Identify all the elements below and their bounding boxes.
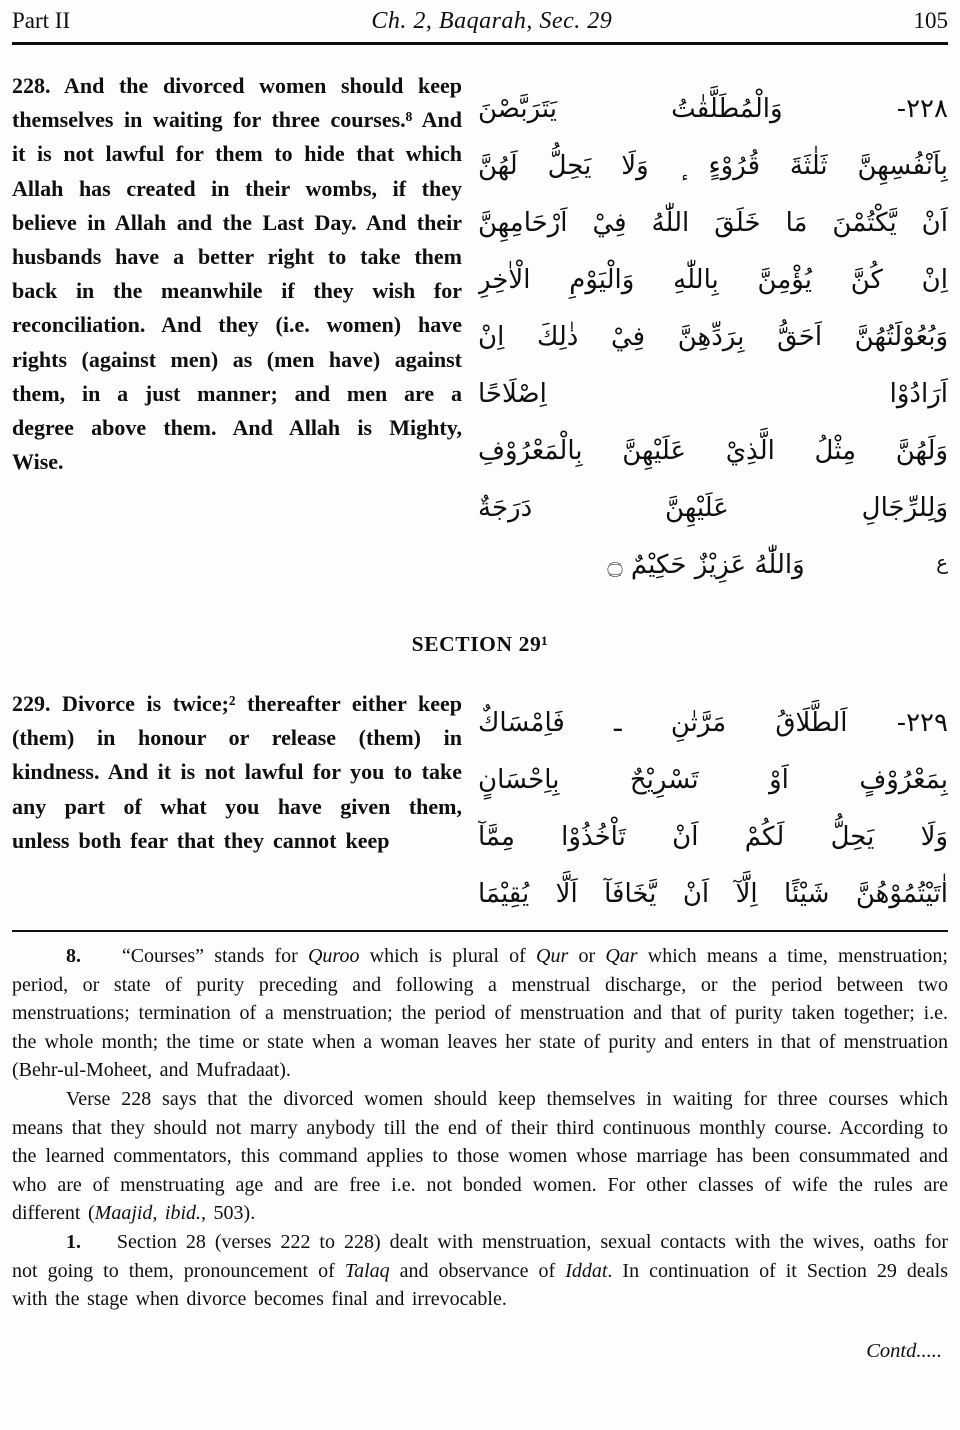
arabic-line: بِمَعْرُوْفٍ اَوْ تَسْرِيْحٌ بِاِحْسَانٍ <box>478 765 948 795</box>
arabic-line: وَلَهُنَّ مِثْلُ الَّذِيْ عَلَيْهِنَّ بِالْمَعْرُوْفِ <box>478 436 948 466</box>
verse-228-row <box>12 69 948 594</box>
arabic-line: اٰتَيْتُمُوْهُنَّ شَيْئًا اِلَّآ اَنْ يَّخَافَآ اَلَّا يُقِيْمَا <box>478 879 948 909</box>
arabic-line: بِاَنْفُسِهِنَّ ثَلٰثَةَ قُرُوْءٍ ٕ وَلَا يَحِلُّ لَهُنَّ <box>478 151 948 181</box>
ruku-marker: ع <box>936 549 948 574</box>
section-heading: SECTION 29¹ <box>411 632 549 656</box>
verse-229-english-column <box>12 687 462 923</box>
part-label: Part II <box>12 8 71 33</box>
arabic-line: ٢٢٩- اَلطَّلَاقُ مَرَّتٰنِ ـ فَاِمْسَاكٌ <box>478 708 948 738</box>
page-number: 105 <box>913 8 948 33</box>
arabic-line: وَبُعُوْلَتُهُنَّ اَحَقُّ بِرَدِّهِنَّ فِيْ ذٰلِكَ اِنْ <box>478 322 948 352</box>
footnote-rule <box>12 930 948 932</box>
verse-228-arabic-column <box>462 69 948 594</box>
running-head <box>12 8 948 35</box>
footnote-1: 1. Section 28 (verses 222 to 228) dealt with menstruation, sexual contacts with the wives, oaths for not going to them, pronouncement of Talaq and observance of Iddat. In continuation of it Section 29 deals with the stage when divorce becomes final and irrevocable. <box>12 1230 948 1311</box>
header-rule <box>12 42 948 45</box>
footnote-verse-228-note: Verse 228 says that the divorced women should keep themselves in waiting for three courses which means that they should not marry anybody till the end of their third continuous monthly course. According to the learned commentators, this command applies to those women whose marriage has been consummated and who are of menstruating age and are free i.e. not bonded women. For other classes of wife the rules are different (Maajid, ibid., 503). <box>12 1087 948 1225</box>
footnotes <box>12 942 948 1314</box>
verse-228-english: 228. And the divorced women should keep themselves in waiting for three courses.⁸ And it is not lawful for them to hide that which Allah has created in their wombs, if they believe in Allah and the Last Day. And their husbands have a better right to take them back in the meanwhile if they wish for reconciliation. And they (i.e. women) have rights (against men) as (men have) against them, in a just manner; and men are a degree above them. And Allah is Mighty, Wise. <box>12 73 462 475</box>
chapter-title: Ch. 2, Baqarah, Sec. 29 <box>371 8 613 34</box>
arabic-line: اَرَادُوْا اِصْلَاحًا <box>478 379 948 409</box>
verse-228-english-column <box>12 69 462 594</box>
footnote-8: 8. “Courses” stands for Quroo which is plural of Qur or Qar which means a time, menstruation; period, or state of purity preceding and following a menstrual discharge, or the period between two menstruations; termination of a menstruation; the period of menstruation and that of purity taken together; i.e. the whole month; the time or state when a woman leaves her state of purity and enters in that of menstruation (Behr-ul-Moheet, and Mufradaat). <box>12 945 948 1082</box>
arabic-line: وَاللّٰهُ عَزِيْزٌ حَكِيْمٌ ۝ <box>607 550 805 580</box>
arabic-line: ٢٢٨- وَالْمُطَلَّقٰتُ يَتَرَبَّصْنَ <box>478 94 948 124</box>
verse-229-arabic-column <box>462 687 948 923</box>
verse-228-arabic <box>478 81 948 594</box>
arabic-line: وَلِلرِّجَالِ عَلَيْهِنَّ دَرَجَةٌ <box>478 493 948 523</box>
verse-229-arabic <box>478 695 948 923</box>
arabic-line: اِنْ كُنَّ يُؤْمِنَّ بِاللّٰهِ وَالْيَوْمِ الْاٰخِرِ <box>478 265 948 295</box>
arabic-last-line-row <box>478 537 948 594</box>
contd-label: Contd..... <box>866 1339 942 1362</box>
verse-229-row <box>12 687 948 923</box>
arabic-line: وَلَا يَحِلُّ لَكُمْ اَنْ تَاْخُذُوْا مِمَّآ <box>478 822 948 852</box>
verse-229-english: 229. Divorce is twice;² thereafter either keep (them) in honour or release (them) in kindness. And it is not lawful for you to take any part of what you have given them, unless both fear that they cannot keep <box>12 691 462 853</box>
arabic-line: اَنْ يَّكْتُمْنَ مَا خَلَقَ اللّٰهُ فِيْ اَرْحَامِهِنَّ <box>478 208 948 238</box>
